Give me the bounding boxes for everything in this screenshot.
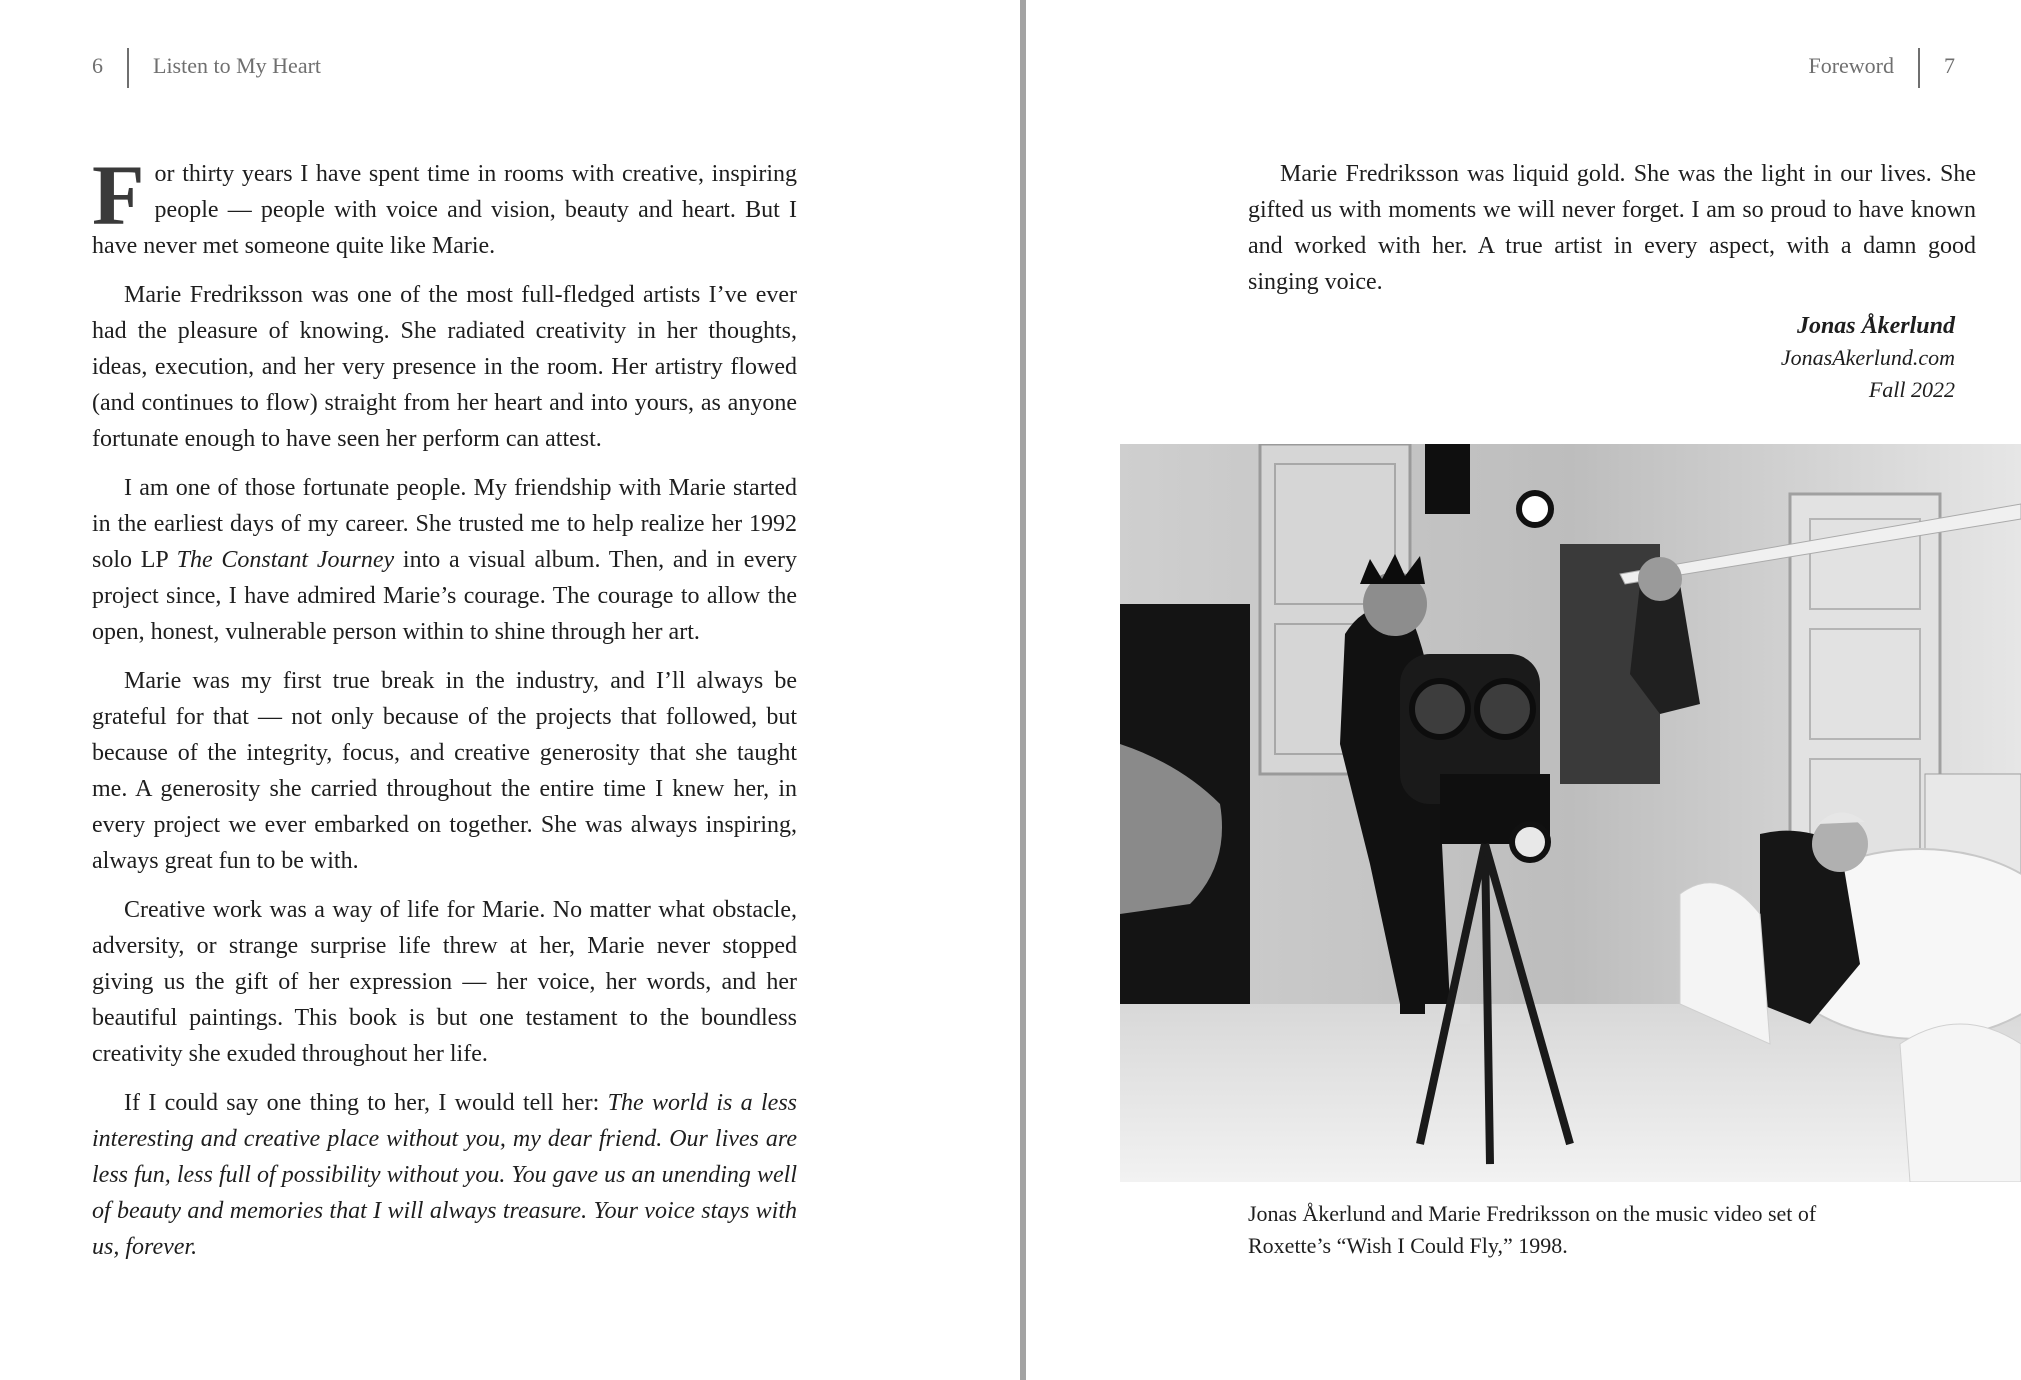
page-number-left: 6 <box>92 53 103 79</box>
author-website: JonasAkerlund.com <box>1780 345 1955 370</box>
paragraph-6 <box>92 1085 797 1265</box>
paragraph-text: I am one of those fortunate people. My friendship with Marie started in the earliest days of my career. She trusted me to help realize her 1992 solo LP <box>92 475 797 573</box>
running-title-right: Foreword <box>1808 53 1894 79</box>
paragraph-text: Marie Fredriksson was one of the most full-fledged artists I’ve ever had the pleasure of knowing. She radiated creativity in her thoughts, ideas, execution, and her very presence in the room. Her artistry flowed (and continues to flow) straight from her heart and into yours, as anyone fortunate enough to have seen her perform can attest. <box>92 282 797 452</box>
album-title: The Constant Journey <box>176 547 395 573</box>
author-name: Jonas Åkerlund <box>1796 313 1955 339</box>
paragraph-4 <box>92 663 797 879</box>
paragraph-3 <box>92 470 797 650</box>
music-video-set-photo <box>1120 444 2021 1182</box>
paragraph-text: or thirty years I have spent time in rooms with creative, inspiring people — people with voice and vision, beauty and heart. But I have never met someone quite like Marie. <box>92 161 797 259</box>
photo-caption: Jonas Åkerlund and Marie Fredriksson on the music video set of Roxette’s “Wish I Could Fly,” 1998. <box>1248 1201 1817 1258</box>
running-head-left <box>92 48 321 88</box>
right-body-text <box>1248 156 1976 313</box>
signature-date: Fall 2022 <box>1868 377 1955 402</box>
left-body-text <box>92 147 797 1278</box>
signature-block <box>1781 310 1955 406</box>
paragraph-text: Creative work was a way of life for Marie. No matter what obstacle, adversity, or strange surprise life threw at her, Marie never stopped giving us the gift of her expression — her voice, her words, and her beautiful paintings. This book is but one testament to the boundless creativity she exuded throughout her life. <box>92 897 797 1067</box>
paragraph-text: into a visual album. Then, and in every project since, I have admired Marie’s courage. The courage to allow the open, honest, vulnerable person within to shine through her art. <box>92 547 797 645</box>
right-page <box>1026 0 2021 1380</box>
paragraph-text: Marie was my first true break in the industry, and I’ll always be grateful for that — not only because of the projects that followed, but because of the integrity, focus, and creative generosity that she taught me. A generosity she carried throughout the entire time I knew her, in every project we ever embarked on together. She was always inspiring, always great fun to be with. <box>92 668 797 874</box>
header-divider <box>127 48 129 88</box>
running-title-left: Listen to My Heart <box>153 53 322 79</box>
paragraph-2 <box>92 277 797 457</box>
running-head-right <box>1808 48 1955 88</box>
drop-cap: F <box>92 147 145 243</box>
foreword-paragraph: Marie Fredriksson was liquid gold. She was the light in our lives. She gifted us with moments we will never forget. I am so proud to have known and worked with her. A true artist in every aspect, with a damn good singing voice. <box>1248 161 1976 295</box>
header-divider <box>1918 48 1920 88</box>
paragraph-1 <box>92 147 797 264</box>
page-number-right: 7 <box>1944 53 1955 79</box>
italic-quote: The world is a less interesting and creative place without you, my dear friend. Our lives are less fun, less full of possibility without you. You gave us an unending well of beauty and memories that I will always treasure. Your voice stays with us, forever. <box>92 1090 797 1260</box>
paragraph-5 <box>92 892 797 1072</box>
paragraph-text: If I could say one thing to her, I would tell her: <box>124 1090 608 1116</box>
